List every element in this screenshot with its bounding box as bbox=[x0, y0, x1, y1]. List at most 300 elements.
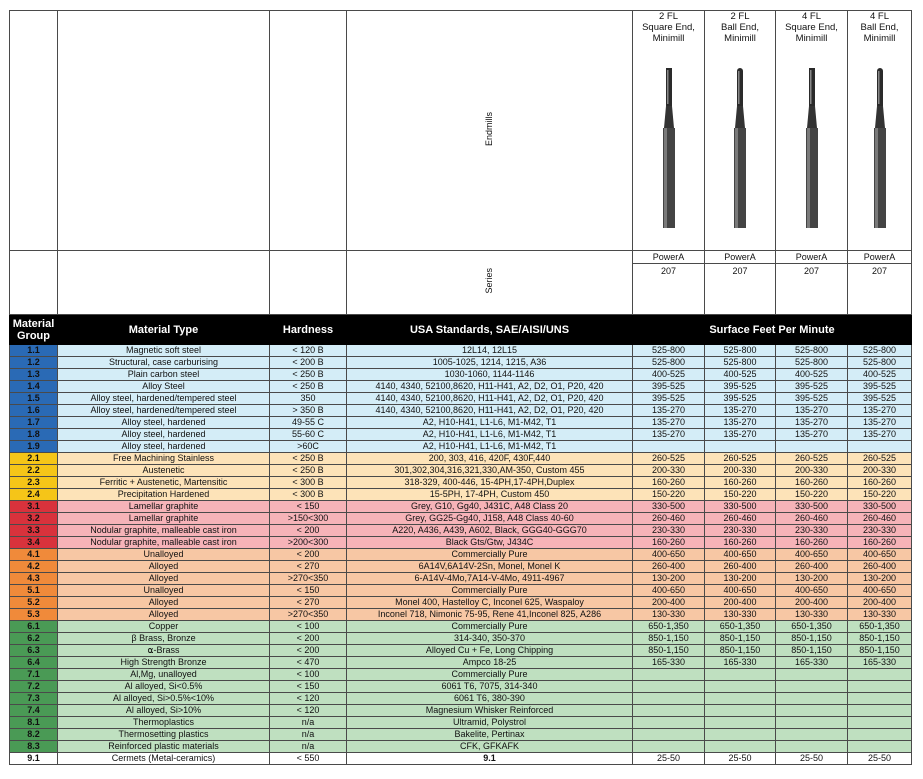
blank-cell bbox=[270, 11, 347, 251]
header-standards: USA Standards, SAE/AISI/UNS bbox=[347, 315, 633, 345]
sfpm-cell: 130-200 bbox=[848, 573, 912, 585]
material-group-cell: 8.1 bbox=[10, 717, 58, 729]
sfpm-cell: 150-220 bbox=[848, 489, 912, 501]
table-row bbox=[10, 573, 912, 585]
material-group-cell: 1.4 bbox=[10, 381, 58, 393]
speeds-feeds-table bbox=[9, 10, 912, 765]
hardness-cell: < 200 bbox=[270, 633, 347, 645]
series-number: 207 bbox=[705, 264, 776, 315]
sfpm-cell bbox=[848, 729, 912, 741]
material-group-cell: 6.1 bbox=[10, 621, 58, 633]
ball-end-endmill-icon bbox=[872, 68, 888, 228]
sfpm-cell: 165-330 bbox=[633, 657, 705, 669]
hardness-cell: n/a bbox=[270, 717, 347, 729]
sfpm-cell: 160-260 bbox=[848, 477, 912, 489]
standards-cell: 15-5PH, 17-4PH, Custom 450 bbox=[347, 489, 633, 501]
hardness-cell: < 200 bbox=[270, 645, 347, 657]
hardness-cell: >60C bbox=[270, 441, 347, 453]
sfpm-cell: 135-270 bbox=[633, 405, 705, 417]
material-group-cell: 1.6 bbox=[10, 405, 58, 417]
material-type-cell: Free Machining Stainless bbox=[58, 453, 270, 465]
standards-cell: CFK, GFKAFK bbox=[347, 741, 633, 753]
sfpm-cell bbox=[633, 729, 705, 741]
brand-cell: PowerA bbox=[776, 251, 848, 264]
material-type-cell: Al alloyed, Si<0.5% bbox=[58, 681, 270, 693]
hardness-cell: < 200 bbox=[270, 549, 347, 561]
sfpm-cell: 525-800 bbox=[633, 345, 705, 357]
sfpm-cell: 135-270 bbox=[633, 417, 705, 429]
sfpm-cell bbox=[776, 729, 848, 741]
sfpm-cell: 330-500 bbox=[705, 501, 776, 513]
material-group-cell: 1.5 bbox=[10, 393, 58, 405]
product-kind: Minimill bbox=[724, 33, 756, 44]
endmills-label: Endmills bbox=[484, 111, 494, 146]
series-cell bbox=[347, 251, 633, 315]
standards-cell: Commercially Pure bbox=[347, 585, 633, 597]
table-row bbox=[10, 729, 912, 741]
standards-cell: Commercially Pure bbox=[347, 621, 633, 633]
material-type-cell: Austenetic bbox=[58, 465, 270, 477]
sfpm-cell: 160-260 bbox=[705, 477, 776, 489]
material-type-cell: Alloy steel, hardened/tempered steel bbox=[58, 393, 270, 405]
table-row bbox=[10, 465, 912, 477]
sfpm-cell bbox=[776, 693, 848, 705]
table-row bbox=[10, 621, 912, 633]
material-type-cell: Copper bbox=[58, 621, 270, 633]
sfpm-cell: 135-270 bbox=[705, 405, 776, 417]
table-row bbox=[10, 441, 912, 453]
material-group-cell: 1.2 bbox=[10, 357, 58, 369]
hardness-cell: < 250 B bbox=[270, 465, 347, 477]
header-material-group bbox=[10, 315, 58, 345]
material-group-cell: 2.4 bbox=[10, 489, 58, 501]
sfpm-cell: 135-270 bbox=[848, 429, 912, 441]
material-group-cell: 7.4 bbox=[10, 705, 58, 717]
header-row bbox=[10, 315, 912, 345]
standards-cell: 200, 303, 416, 420F, 430F,440 bbox=[347, 453, 633, 465]
material-group-cell: 5.2 bbox=[10, 597, 58, 609]
sfpm-cell bbox=[633, 705, 705, 717]
sfpm-cell: 230-330 bbox=[633, 525, 705, 537]
brand-cell: PowerA bbox=[848, 251, 912, 264]
hardness-cell: < 300 B bbox=[270, 489, 347, 501]
standards-cell: A2, H10-H41, L1-L6, M1-M42, T1 bbox=[347, 441, 633, 453]
product-end-type: Square End, bbox=[785, 22, 838, 33]
sfpm-cell: 400-650 bbox=[776, 585, 848, 597]
sfpm-cell bbox=[776, 669, 848, 681]
sfpm-cell: 400-650 bbox=[633, 585, 705, 597]
sfpm-cell bbox=[633, 441, 705, 453]
table-row bbox=[10, 393, 912, 405]
sfpm-cell: 525-800 bbox=[776, 345, 848, 357]
sfpm-cell: 395-525 bbox=[633, 381, 705, 393]
hardness-cell: < 100 bbox=[270, 669, 347, 681]
sfpm-cell: 230-330 bbox=[705, 525, 776, 537]
sfpm-cell: 165-330 bbox=[848, 657, 912, 669]
material-group-cell: 9.1 bbox=[10, 753, 58, 765]
sfpm-cell: 260-400 bbox=[705, 561, 776, 573]
series-number: 207 bbox=[848, 264, 912, 315]
sfpm-cell: 130-200 bbox=[633, 573, 705, 585]
hardness-cell: n/a bbox=[270, 741, 347, 753]
sfpm-cell bbox=[633, 717, 705, 729]
standards-cell: Commercially Pure bbox=[347, 549, 633, 561]
sfpm-cell: 25-50 bbox=[848, 753, 912, 765]
sfpm-cell: 160-260 bbox=[705, 537, 776, 549]
sfpm-cell: 260-460 bbox=[848, 513, 912, 525]
sfpm-cell: 200-330 bbox=[705, 465, 776, 477]
sfpm-cell: 160-260 bbox=[776, 537, 848, 549]
sfpm-cell: 135-270 bbox=[705, 429, 776, 441]
square-end-endmill-icon bbox=[804, 68, 820, 228]
standards-cell: 4140, 4340, 52100,8620, H11-H41, A2, D2, O1, P20, 420 bbox=[347, 405, 633, 417]
sfpm-cell: 260-525 bbox=[633, 453, 705, 465]
hardness-cell: < 550 bbox=[270, 753, 347, 765]
material-type-cell: Structural, case carburising bbox=[58, 357, 270, 369]
sfpm-cell: 525-800 bbox=[705, 345, 776, 357]
sfpm-cell: 650-1,350 bbox=[776, 621, 848, 633]
hardness-cell: < 250 B bbox=[270, 381, 347, 393]
table-row bbox=[10, 525, 912, 537]
hardness-cell: >150<300 bbox=[270, 513, 347, 525]
hardness-cell: < 250 B bbox=[270, 453, 347, 465]
sfpm-cell bbox=[705, 717, 776, 729]
material-group-cell: 4.3 bbox=[10, 573, 58, 585]
standards-cell: 314-340, 350-370 bbox=[347, 633, 633, 645]
material-type-cell: Thermoplastics bbox=[58, 717, 270, 729]
sfpm-cell bbox=[776, 681, 848, 693]
table-row bbox=[10, 669, 912, 681]
standards-cell: 1005-1025, 1214, 1215, A36 bbox=[347, 357, 633, 369]
standards-cell: 4140, 4340, 52100,8620, H11-H41, A2, D2, O1, P20, 420 bbox=[347, 393, 633, 405]
standards-cell: 6A14V,6A14V-2Sn, Monel, Monel K bbox=[347, 561, 633, 573]
hardness-cell: 350 bbox=[270, 393, 347, 405]
table-row bbox=[10, 345, 912, 357]
sfpm-cell: 200-400 bbox=[633, 597, 705, 609]
sfpm-cell: 230-330 bbox=[776, 525, 848, 537]
material-type-cell: High Strength Bronze bbox=[58, 657, 270, 669]
sfpm-cell: 850-1,150 bbox=[705, 645, 776, 657]
sfpm-cell: 260-460 bbox=[633, 513, 705, 525]
sfpm-cell: 400-650 bbox=[848, 585, 912, 597]
hardness-cell: < 270 bbox=[270, 597, 347, 609]
material-group-cell: 1.3 bbox=[10, 369, 58, 381]
table-row bbox=[10, 753, 912, 765]
sfpm-cell: 395-525 bbox=[705, 393, 776, 405]
standards-cell: 12L14, 12L15 bbox=[347, 345, 633, 357]
sfpm-cell: 525-800 bbox=[776, 357, 848, 369]
sfpm-cell: 200-330 bbox=[776, 465, 848, 477]
material-type-cell: Alloy Steel bbox=[58, 381, 270, 393]
standards-cell: 6061 T6, 7075, 314-340 bbox=[347, 681, 633, 693]
sfpm-cell: 400-525 bbox=[705, 369, 776, 381]
sfpm-cell: 230-330 bbox=[848, 525, 912, 537]
hardness-cell: < 120 B bbox=[270, 345, 347, 357]
sfpm-cell: 260-525 bbox=[848, 453, 912, 465]
hardness-cell: < 300 B bbox=[270, 477, 347, 489]
material-type-cell: Lamellar graphite bbox=[58, 513, 270, 525]
standards-cell: Alloyed Cu + Fe, Long Chipping bbox=[347, 645, 633, 657]
sfpm-cell: 650-1,350 bbox=[848, 621, 912, 633]
hardness-cell: < 100 bbox=[270, 621, 347, 633]
brand-row bbox=[10, 251, 912, 264]
sfpm-cell: 200-400 bbox=[705, 597, 776, 609]
material-type-cell: Alloy steel, hardened bbox=[58, 441, 270, 453]
standards-cell: 6-A14V-4Mo,7A14-V-4Mo, 4911-4967 bbox=[347, 573, 633, 585]
sfpm-cell: 330-500 bbox=[776, 501, 848, 513]
material-type-cell: Reinforced plastic materials bbox=[58, 741, 270, 753]
material-type-cell: Al alloyed, Si>10% bbox=[58, 705, 270, 717]
table-row bbox=[10, 513, 912, 525]
material-group-cell: 1.1 bbox=[10, 345, 58, 357]
sfpm-cell: 135-270 bbox=[776, 405, 848, 417]
product-cell bbox=[848, 11, 912, 251]
sfpm-cell bbox=[633, 681, 705, 693]
material-type-cell: β Brass, Bronze bbox=[58, 633, 270, 645]
sfpm-cell bbox=[705, 741, 776, 753]
blank-cell bbox=[270, 251, 347, 315]
sfpm-cell bbox=[633, 669, 705, 681]
sfpm-cell bbox=[776, 441, 848, 453]
sfpm-cell bbox=[705, 681, 776, 693]
table-row bbox=[10, 633, 912, 645]
material-type-cell: Lamellar graphite bbox=[58, 501, 270, 513]
sfpm-cell: 400-525 bbox=[633, 369, 705, 381]
material-group-cell: 2.1 bbox=[10, 453, 58, 465]
material-group-cell: 6.3 bbox=[10, 645, 58, 657]
sfpm-cell: 135-270 bbox=[848, 417, 912, 429]
sfpm-cell: 165-330 bbox=[705, 657, 776, 669]
material-type-cell: Alloyed bbox=[58, 609, 270, 621]
sfpm-cell: 130-330 bbox=[848, 609, 912, 621]
hardness-cell: < 150 bbox=[270, 585, 347, 597]
hardness-cell: 55-60 C bbox=[270, 429, 347, 441]
table-row bbox=[10, 489, 912, 501]
table-row bbox=[10, 681, 912, 693]
header-hardness: Hardness bbox=[270, 315, 347, 345]
standards-cell: 1030-1060, 1144-1146 bbox=[347, 369, 633, 381]
square-end-endmill-icon bbox=[661, 68, 677, 228]
sfpm-cell: 130-200 bbox=[705, 573, 776, 585]
sfpm-cell bbox=[848, 741, 912, 753]
sfpm-cell: 525-800 bbox=[848, 357, 912, 369]
sfpm-cell: 130-330 bbox=[633, 609, 705, 621]
table-row bbox=[10, 705, 912, 717]
sfpm-cell: 395-525 bbox=[776, 393, 848, 405]
sfpm-cell: 525-800 bbox=[848, 345, 912, 357]
sfpm-cell: 260-525 bbox=[776, 453, 848, 465]
table-row bbox=[10, 597, 912, 609]
table-row bbox=[10, 477, 912, 489]
sfpm-cell: 260-400 bbox=[848, 561, 912, 573]
sfpm-cell: 200-330 bbox=[633, 465, 705, 477]
hardness-cell: < 150 bbox=[270, 681, 347, 693]
sfpm-cell bbox=[848, 693, 912, 705]
standards-cell: A2, H10-H41, L1-L6, M1-M42, T1 bbox=[347, 429, 633, 441]
product-image-row bbox=[10, 11, 912, 251]
hardness-cell: < 120 bbox=[270, 705, 347, 717]
standards-cell: 6061 T6, 380-390 bbox=[347, 693, 633, 705]
sfpm-cell: 150-220 bbox=[633, 489, 705, 501]
hardness-cell: < 250 B bbox=[270, 369, 347, 381]
product-fl: 4 FL bbox=[869, 11, 889, 22]
sfpm-cell: 400-650 bbox=[848, 549, 912, 561]
sfpm-cell: 400-650 bbox=[705, 549, 776, 561]
standards-cell: Grey, GG25-Gg40, J158, A48 Class 40-60 bbox=[347, 513, 633, 525]
hardness-cell: < 120 bbox=[270, 693, 347, 705]
table-row bbox=[10, 741, 912, 753]
sfpm-cell bbox=[633, 741, 705, 753]
sfpm-cell bbox=[705, 441, 776, 453]
sfpm-cell: 25-50 bbox=[776, 753, 848, 765]
standards-cell: A2, H10-H41, L1-L6, M1-M42, T1 bbox=[347, 417, 633, 429]
material-group-cell: 6.4 bbox=[10, 657, 58, 669]
material-group-cell: 2.2 bbox=[10, 465, 58, 477]
table-row bbox=[10, 405, 912, 417]
sfpm-cell: 850-1,150 bbox=[848, 633, 912, 645]
material-group-cell: 7.2 bbox=[10, 681, 58, 693]
brand-cell: PowerA bbox=[705, 251, 776, 264]
table-row bbox=[10, 501, 912, 513]
sfpm-cell bbox=[848, 669, 912, 681]
product-kind: Minimill bbox=[795, 33, 828, 44]
sfpm-cell: 260-460 bbox=[705, 513, 776, 525]
material-type-cell: Plain carbon steel bbox=[58, 369, 270, 381]
product-end-type: Ball End, bbox=[720, 22, 760, 33]
sfpm-cell: 130-200 bbox=[776, 573, 848, 585]
hardness-cell: >270<350 bbox=[270, 573, 347, 585]
brand-cell: PowerA bbox=[633, 251, 705, 264]
standards-cell: Inconel 718, Nimonic 75-95, Rene 41,Inconel 825, A286 bbox=[347, 609, 633, 621]
material-group-cell: 5.3 bbox=[10, 609, 58, 621]
sfpm-cell bbox=[776, 717, 848, 729]
product-kind: Minimill bbox=[652, 33, 685, 44]
sfpm-cell: 260-400 bbox=[633, 561, 705, 573]
sfpm-cell: 850-1,150 bbox=[848, 645, 912, 657]
standards-cell: 4140, 4340, 52100,8620, H11-H41, A2, D2, O1, P20, 420 bbox=[347, 381, 633, 393]
blank-cell bbox=[58, 251, 270, 315]
material-group-cell: 7.3 bbox=[10, 693, 58, 705]
table-row bbox=[10, 381, 912, 393]
material-group-cell: 3.4 bbox=[10, 537, 58, 549]
table-row bbox=[10, 429, 912, 441]
header-group-line2: Group bbox=[17, 329, 50, 342]
sfpm-cell: 160-260 bbox=[633, 477, 705, 489]
sfpm-cell bbox=[848, 681, 912, 693]
sfpm-cell bbox=[848, 441, 912, 453]
table-row bbox=[10, 537, 912, 549]
sfpm-cell bbox=[633, 693, 705, 705]
sfpm-cell: 525-800 bbox=[633, 357, 705, 369]
hardness-cell: < 470 bbox=[270, 657, 347, 669]
sfpm-cell: 165-330 bbox=[776, 657, 848, 669]
series-number: 207 bbox=[776, 264, 848, 315]
hardness-cell: > 350 B bbox=[270, 405, 347, 417]
sfpm-cell: 25-50 bbox=[705, 753, 776, 765]
sfpm-cell: 135-270 bbox=[848, 405, 912, 417]
sfpm-cell: 395-525 bbox=[848, 381, 912, 393]
sfpm-cell: 200-400 bbox=[848, 597, 912, 609]
standards-cell: Commercially Pure bbox=[347, 669, 633, 681]
table-row bbox=[10, 609, 912, 621]
table-row bbox=[10, 357, 912, 369]
product-cell bbox=[776, 11, 848, 251]
sfpm-cell: 260-460 bbox=[776, 513, 848, 525]
product-kind: Minimill bbox=[863, 33, 896, 44]
material-type-cell: ⍺-Brass bbox=[58, 645, 270, 657]
table-row bbox=[10, 561, 912, 573]
header-material-type: Material Type bbox=[58, 315, 270, 345]
table-row bbox=[10, 417, 912, 429]
table-row bbox=[10, 453, 912, 465]
sfpm-cell: 400-650 bbox=[633, 549, 705, 561]
product-end-type: Ball End, bbox=[860, 22, 899, 33]
material-type-cell: Ferritic + Austenetic, Martensitic bbox=[58, 477, 270, 489]
material-group-cell: 5.1 bbox=[10, 585, 58, 597]
standards-cell: Monel 400, Hastelloy C, Inconel 625, Waspaloy bbox=[347, 597, 633, 609]
hardness-cell: >270<350 bbox=[270, 609, 347, 621]
standards-cell: A220, A436, A439, A602, Black, GGG40-GGG70 bbox=[347, 525, 633, 537]
blank-cell bbox=[58, 11, 270, 251]
sfpm-cell: 850-1,150 bbox=[633, 633, 705, 645]
product-fl: 4 FL bbox=[801, 11, 821, 22]
header-group-line1: Material bbox=[12, 317, 55, 330]
material-group-cell: 8.2 bbox=[10, 729, 58, 741]
product-fl: 2 FL bbox=[730, 11, 750, 22]
material-group-cell: 8.3 bbox=[10, 741, 58, 753]
sfpm-cell: 135-270 bbox=[776, 417, 848, 429]
sfpm-cell: 25-50 bbox=[633, 753, 705, 765]
sfpm-cell: 850-1,150 bbox=[633, 645, 705, 657]
endmills-cell bbox=[347, 11, 633, 251]
sfpm-cell: 395-525 bbox=[705, 381, 776, 393]
material-type-cell: Al,Mg, unalloyed bbox=[58, 669, 270, 681]
sfpm-cell: 330-500 bbox=[633, 501, 705, 513]
sfpm-cell: 130-330 bbox=[776, 609, 848, 621]
table-row bbox=[10, 693, 912, 705]
sfpm-cell: 135-270 bbox=[776, 429, 848, 441]
sfpm-cell: 395-525 bbox=[848, 393, 912, 405]
sfpm-cell: 400-525 bbox=[848, 369, 912, 381]
table-row bbox=[10, 585, 912, 597]
hardness-cell: < 200 bbox=[270, 525, 347, 537]
sfpm-cell bbox=[705, 693, 776, 705]
standards-cell: 9.1 bbox=[347, 753, 633, 765]
sfpm-cell: 200-400 bbox=[776, 597, 848, 609]
material-type-cell: Al alloyed, Si>0.5%<10% bbox=[58, 693, 270, 705]
material-group-cell: 2.3 bbox=[10, 477, 58, 489]
sfpm-cell bbox=[705, 729, 776, 741]
sfpm-cell: 160-260 bbox=[848, 537, 912, 549]
product-fl: 2 FL bbox=[658, 11, 678, 22]
material-type-cell: Alloyed bbox=[58, 573, 270, 585]
material-group-cell: 3.3 bbox=[10, 525, 58, 537]
material-type-cell: Nodular graphite, malleable cast iron bbox=[58, 525, 270, 537]
material-type-cell: Thermosetting plastics bbox=[58, 729, 270, 741]
hardness-cell: < 270 bbox=[270, 561, 347, 573]
ball-end-endmill-icon bbox=[732, 68, 748, 228]
sfpm-cell bbox=[776, 705, 848, 717]
material-type-cell: Alloy steel, hardened bbox=[58, 417, 270, 429]
sfpm-cell: 330-500 bbox=[848, 501, 912, 513]
hardness-cell: < 150 bbox=[270, 501, 347, 513]
material-type-cell: Precipitation Hardened bbox=[58, 489, 270, 501]
product-cell bbox=[705, 11, 776, 251]
standards-cell: Bakelite, Pertinax bbox=[347, 729, 633, 741]
material-group-cell: 6.2 bbox=[10, 633, 58, 645]
sfpm-cell: 850-1,150 bbox=[776, 633, 848, 645]
sfpm-cell: 160-260 bbox=[633, 537, 705, 549]
